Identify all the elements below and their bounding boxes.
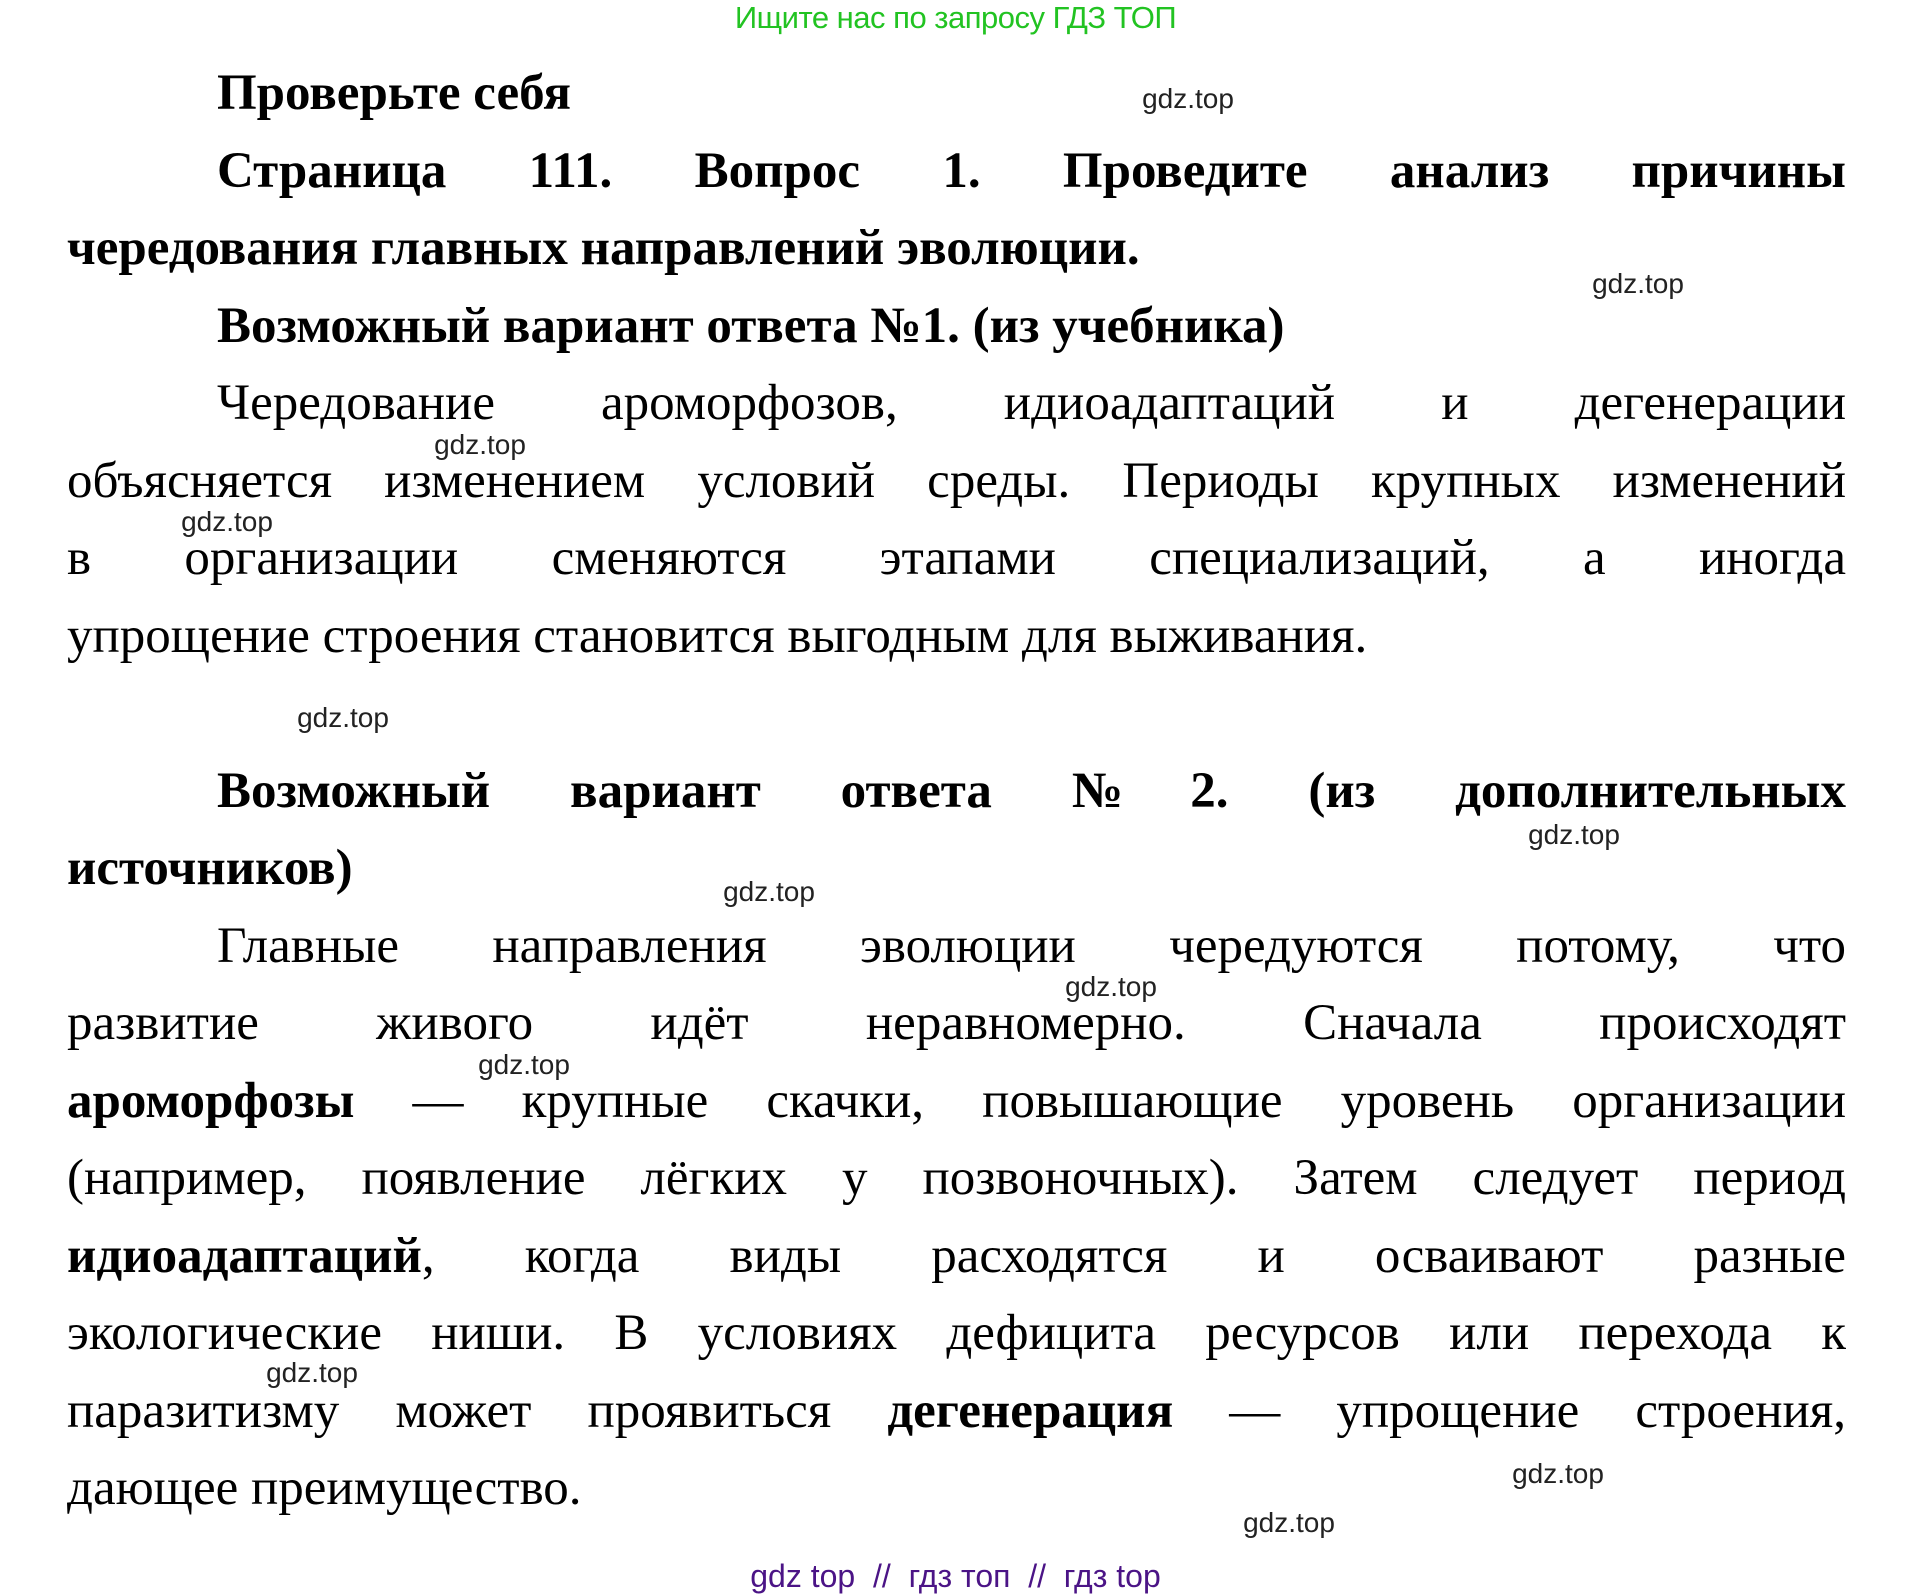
heading-line: [67, 210, 1846, 288]
watermark-label: gdz.top: [1243, 1507, 1335, 1538]
text-segment: Проверьте себя: [217, 65, 571, 121]
text-line: [67, 985, 1846, 1063]
text-segment: , когда виды расходятся и осваивают разные: [421, 1227, 1846, 1284]
text-segment: экологические ниши. В условиях дефицита ресурсов или перехода к: [67, 1305, 1846, 1361]
text-line: [67, 598, 1846, 676]
text-line: [67, 1140, 1846, 1218]
bold-term: дегенерация: [887, 1382, 1174, 1439]
text-segment: упрощение строения становится выгодным для выживания.: [67, 607, 1368, 664]
text-line: [67, 365, 1846, 443]
text-segment: источников): [67, 840, 353, 896]
text-line: [67, 1218, 1846, 1296]
watermark-label: gdz.top: [1512, 1458, 1604, 1489]
bold-term: идиоадаптаций: [67, 1227, 422, 1284]
text-segment: дающее преимущество.: [67, 1460, 582, 1516]
watermark-label: gdz.top: [1592, 268, 1684, 299]
heading-line: [67, 55, 1846, 133]
heading-line: [67, 288, 1846, 366]
watermark-label: gdz.top: [266, 1357, 358, 1388]
text-segment: чередования главных направлений эволюции.: [67, 220, 1140, 276]
text-segment: (например, появление лёгких у позвоночных). Затем следует период: [67, 1150, 1846, 1206]
text-segment: Чередование ароморфозов, идиоадаптаций и дегенерации: [217, 375, 1846, 431]
text-line: [67, 443, 1846, 521]
search-hint-banner: Ищите нас по запросу ГДЗ ТОП: [734, 0, 1177, 35]
text-segment: Возможный вариант ответа №2. (из дополнительных: [217, 762, 1846, 819]
text-segment: в организации сменяются этапами специализаций, а иногда: [67, 530, 1846, 586]
text-segment: Возможный вариант ответа №1. (из учебника): [217, 297, 1285, 354]
text-segment: — крупные скачки, повышающие уровень организации: [354, 1072, 1846, 1129]
watermark-label: gdz.top: [1528, 819, 1620, 850]
text-segment: Страница 111. Вопрос 1. Проведите анализ причины: [217, 142, 1846, 199]
text-segment: паразитизму может проявиться: [67, 1382, 888, 1439]
text-line: [67, 1063, 1846, 1141]
text-segment: развитие живого идёт неравномерно. Сначала происходят: [67, 995, 1846, 1051]
text-segment: объясняется изменением условий среды. Периоды крупных изменений: [67, 452, 1846, 509]
heading-line: [67, 133, 1846, 211]
document-body: [67, 55, 1846, 1528]
text-line: [67, 520, 1846, 598]
text-segment: Главные направления эволюции чередуются потому, что: [217, 917, 1846, 974]
watermark-label: gdz.top: [181, 506, 273, 537]
watermark-label: gdz.top: [478, 1049, 570, 1080]
footer-watermark: gdz top // гдз топ // гдз top: [750, 1558, 1161, 1594]
watermark-label: gdz.top: [434, 429, 526, 460]
watermark-label: gdz.top: [1142, 83, 1234, 114]
text-line: [67, 908, 1846, 986]
watermark-label: gdz.top: [1065, 971, 1157, 1002]
text-segment: — упрощение строения,: [1173, 1382, 1846, 1439]
watermark-label: gdz.top: [723, 876, 815, 907]
watermark-label: gdz.top: [297, 702, 389, 733]
bold-term: ароморфозы: [67, 1072, 355, 1129]
